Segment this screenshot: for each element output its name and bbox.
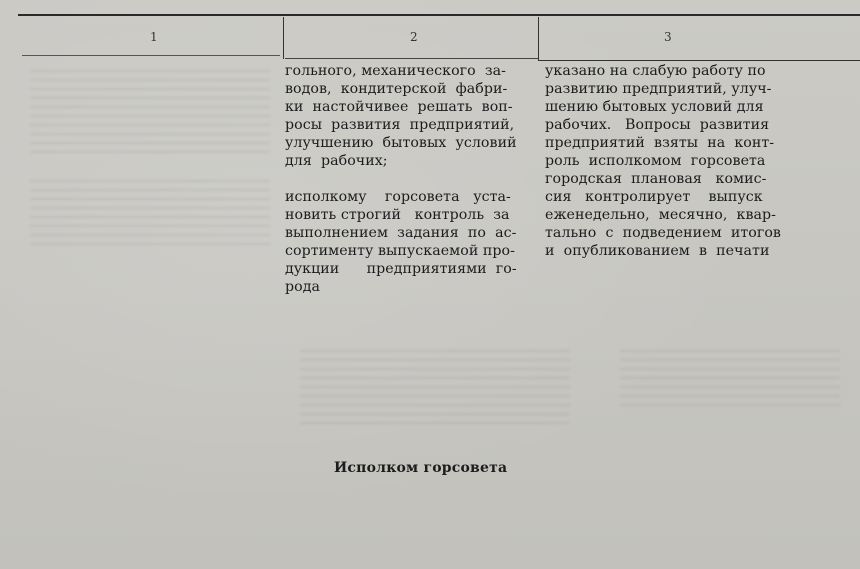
bleed-through-text xyxy=(30,180,270,250)
column3-line: городская плановая комис- xyxy=(545,171,767,187)
column3-line: тально с подведением итогов xyxy=(545,225,781,241)
column-divider-1 xyxy=(283,17,284,59)
column2-line: улучшению бытовых условий xyxy=(285,135,517,151)
column2-line xyxy=(285,170,517,188)
column3-line: рабочих. Вопросы развития xyxy=(545,117,770,133)
table-header-rule-right xyxy=(538,60,860,61)
column2-line: сортименту выпускаемой про- xyxy=(285,243,515,259)
column-header-3: 3 xyxy=(664,30,672,44)
column3-line: сия контролирует выпуск xyxy=(545,189,763,205)
column2-line: гольного, механического за- xyxy=(285,63,507,79)
column2-line: дукции предприятиями го- xyxy=(285,261,517,277)
table-header-rule-center xyxy=(285,58,538,59)
column-header-1: 1 xyxy=(150,30,158,44)
bleed-through-text xyxy=(30,70,270,160)
column-3-text xyxy=(545,62,781,260)
column2-line: рода xyxy=(285,279,321,295)
column-divider-2 xyxy=(538,17,539,61)
table-top-rule xyxy=(18,14,860,16)
column-2-text xyxy=(285,62,517,296)
bleed-through-text xyxy=(300,350,570,430)
column3-line: роль исполкомом горсовета xyxy=(545,153,766,169)
table-header-rule-left xyxy=(22,55,280,56)
bleed-through-text xyxy=(620,350,840,410)
column3-line: шению бытовых условий для xyxy=(545,99,764,115)
column2-line: ки настойчивее решать воп- xyxy=(285,99,513,115)
column3-line: еженедельно, месячно, квар- xyxy=(545,207,776,223)
column3-line: развитию предприятий, улуч- xyxy=(545,81,772,97)
column2-line: для рабочих; xyxy=(285,153,388,169)
column3-line: и опубликованием в печати xyxy=(545,243,770,259)
column3-line: указано на слабую работу по xyxy=(545,63,766,79)
column2-line: росы развития предприятий, xyxy=(285,117,515,133)
column3-line: предприятий взяты на конт- xyxy=(545,135,775,151)
column2-line: выполнением задания по ас- xyxy=(285,225,517,241)
column2-line: новить строгий контроль за xyxy=(285,207,510,223)
column2-line: исполкому горсовета уста- xyxy=(285,189,511,205)
column-header-2: 2 xyxy=(410,30,418,44)
signature-line: Исполком горсовета xyxy=(334,460,508,476)
column2-line: водов, кондитерской фабри- xyxy=(285,81,508,97)
